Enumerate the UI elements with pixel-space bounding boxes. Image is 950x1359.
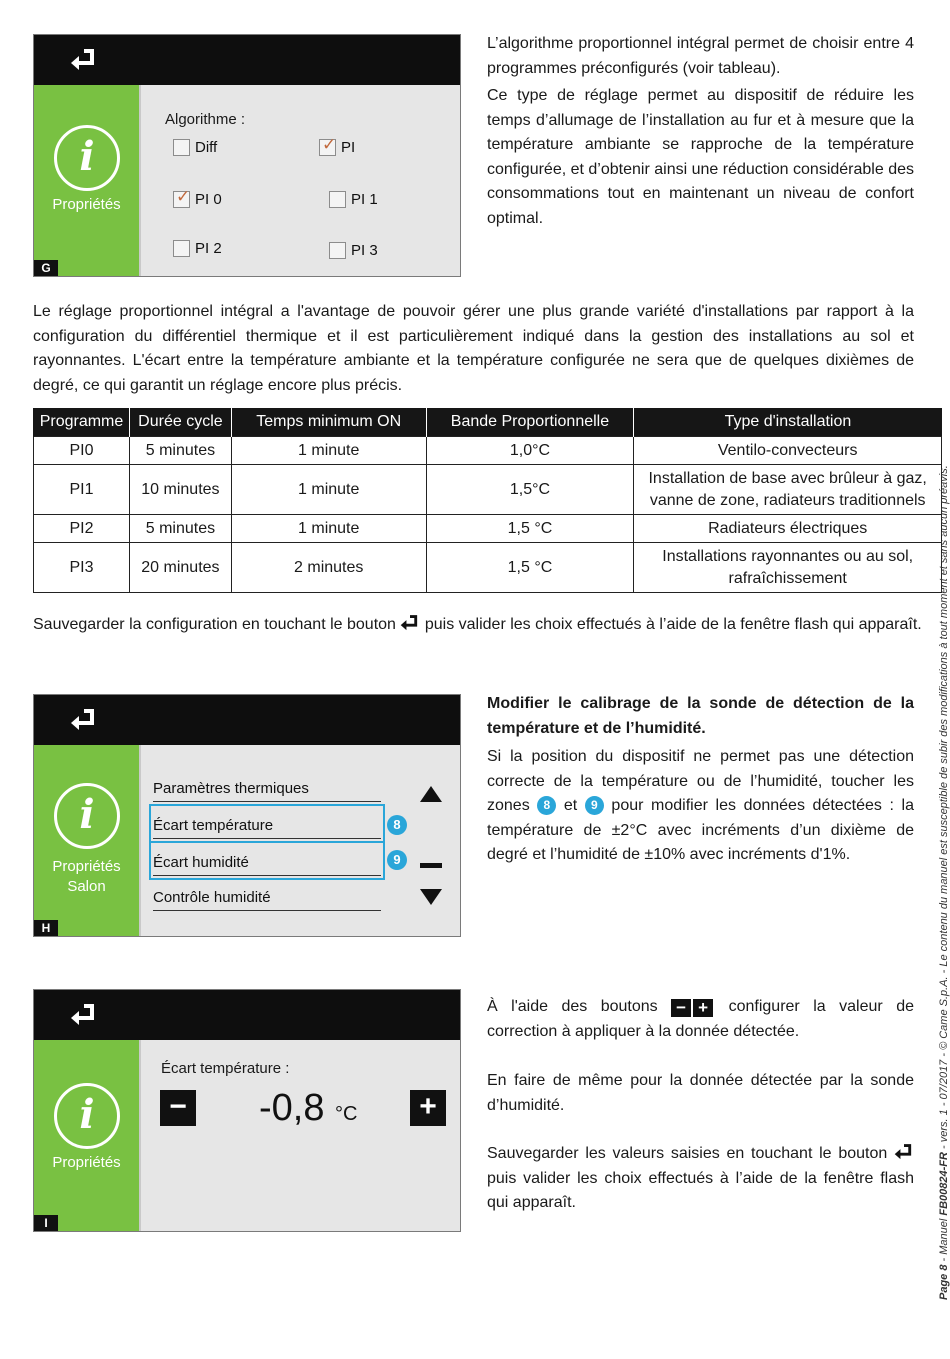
offset-heading: Écart température : [161,1060,290,1077]
buttons-text-2: configurer la valeur de correction à appliquer à la donnée détectée. [487,998,914,1040]
vertical-footer-note [938,465,950,1300]
checkbox-icon [319,135,337,156]
table-cell: 10 minutes [129,465,231,515]
table-row [34,543,942,593]
save-values-text-1: Sauvegarder les valeurs saisies en touchant le bouton [487,1145,888,1162]
checkbox-label: PI [341,139,356,156]
top-bar [34,990,460,1040]
checkbox-label: PI 3 [351,242,378,259]
table-row [34,437,942,465]
checkbox-label: PI 2 [195,240,222,257]
sidebar-label: Propriétés [52,858,121,875]
menu-item-label: Écart humidité [153,854,249,871]
zone-badge-8: 8 [537,796,556,815]
sidebar-label: Propriétés [52,196,121,213]
column-header: Type d'installation [634,408,942,437]
table-cell: PI3 [34,543,130,593]
info-icon: i [54,125,120,191]
sidebar-sublabel: Salon [67,878,106,895]
table-cell: 2 minutes [231,543,426,593]
paragraph-regulation: Ce type de réglage permet au dispositif de réduire les temps d’allumage de l’installation au fur et à mesure que la température ambiante se rapproche de la température configurée, et d’obtenir ainsi une réduction considérable des consommations tout en maintenant un niveau de confort optimal. [487,87,914,227]
save-values-text-2: puis valider les choix effectués à l’aide de la fenêtre flash qui apparaît. [487,1169,914,1211]
table-cell: 1 minute [231,465,426,515]
top-bar [34,695,460,745]
zone-badge-9: 9 [585,796,604,815]
plus-icon: + [419,1090,437,1123]
screen-panel-i [33,989,461,1232]
table-cell: PI2 [34,515,130,543]
section-heading-calibration: Modifier le calibrage de la sonde de détection de la température et de l’humidité. [487,695,914,737]
zone-badge-9: 9 [387,850,407,870]
paragraph-buttons [487,995,914,1044]
column-header: Durée cycle [129,408,231,437]
info-icon: i [54,783,120,849]
buttons-text-1: À l'aide des boutons [487,998,658,1015]
checkbox-icon [329,242,346,259]
scroll-indicator-icon [420,863,442,868]
table-cell: 1 minute [231,437,426,465]
checkmark-icon: ✓ [322,135,337,154]
table-row [34,465,942,515]
sidebar [34,85,139,276]
table-cell: 20 minutes [129,543,231,593]
sidebar-divider [139,85,141,276]
sidebar-divider [139,745,141,936]
table-cell: 1 minute [231,515,426,543]
panel-letter: H [34,920,58,936]
table-cell: Radiateurs électriques [634,515,942,543]
table-cell: PI0 [34,437,130,465]
checkbox-icon [173,240,190,257]
back-arrow-icon[interactable] [70,708,98,732]
back-arrow-icon [400,614,420,632]
checkmark-icon: ✓ [176,187,191,206]
checkbox-label: Diff [195,139,218,156]
table-cell: Ventilo-convecteurs [634,437,942,465]
table-cell: 5 minutes [129,515,231,543]
checkbox-label: PI 1 [351,191,378,208]
table-cell: 1,5 °C [426,515,634,543]
checkbox-pi1[interactable] [329,191,378,208]
plus-button[interactable] [410,1090,446,1126]
scroll-up-icon[interactable] [420,786,442,802]
zone-badge-8: 8 [387,815,407,835]
checkbox-icon [173,139,190,156]
column-header: Bande Proportionnelle [426,408,634,437]
checkbox-pi0[interactable] [173,187,222,208]
sidebar-label: Propriétés [52,1154,121,1171]
algorithm-heading: Algorithme : [165,111,246,128]
menu-item-temp-offset[interactable] [153,808,381,839]
column-header: Programme [34,408,130,437]
table-cell: 1,5 °C [426,543,634,593]
table-cell: Installations rayonnantes ou au sol, rafraîchissement [634,543,942,593]
paragraph-humidity: En faire de même pour la donnée détectée par la sonde d’humidité. [487,1072,914,1114]
calibration-text-2: pour modifier les données détectées : la température de ±2°C avec incréments d’un dixième de degré et l’humidité de ±10% avec incréments d'1%. [487,797,914,863]
paragraph-algorithm: L’algorithme proportionnel intégral permet de choisir entre 4 programmes préconfigurés (voir tableau). [487,35,914,77]
paragraph-save-values [487,1142,914,1216]
plus-icon: + [693,999,713,1017]
copyright-note: - vers. 1 - 07/2017 - © Came S.p.A. - Le contenu du manuel est susceptible de subir des modifications à tout moment et sans aucun préavis. [938,465,950,1149]
table-cell: 5 minutes [129,437,231,465]
table-cell: 1,5°C [426,465,634,515]
table-cell: PI1 [34,465,130,515]
checkbox-pi3[interactable] [329,242,378,259]
menu-item-thermal[interactable] [153,771,381,802]
back-arrow-icon[interactable] [70,48,98,72]
table-row [34,515,942,543]
menu-item-label: Contrôle humidité [153,889,271,906]
calibration-joiner: et [563,797,578,814]
screen-panel-g [33,34,461,277]
checkbox-icon [329,191,346,208]
table-header-row [34,408,942,437]
sidebar [34,1040,139,1231]
checkbox-diff[interactable] [173,139,217,156]
menu-item-label: Écart température [153,817,274,834]
manual-code: FB00824-FR [938,1152,950,1216]
offset-value-number: -0,8 [259,1087,325,1129]
minus-icon: − [169,1090,187,1123]
back-arrow-icon [894,1143,914,1161]
panel-letter: G [34,260,58,276]
checkbox-pi[interactable] [319,135,356,156]
program-table [33,408,942,593]
sidebar [34,745,139,936]
scroll-down-icon[interactable] [420,889,442,905]
save-text-before: Sauvegarder la configuration en touchant le bouton [33,616,396,633]
paragraph-intro: Le réglage proportionnel intégral a l'avantage de pouvoir gérer une plus grande variété d'installations par rapport à la configuration du différentiel thermique et il est particulièrement indiqué dans la gestion des installations au sol et rayonnantes. L'écart entre la température ambiante et la température configurée ne sera que de quelques dixièmes de degré, ce qui garantit un réglage encore plus précis. [33,303,914,394]
menu-item-humidity-control[interactable] [153,880,381,911]
back-arrow-icon[interactable] [70,1003,98,1027]
minus-button[interactable] [160,1090,196,1126]
column-header: Temps minimum ON [231,408,426,437]
paragraph-calibration [487,745,914,868]
minus-icon: − [671,999,691,1017]
offset-value-unit: °C [335,1103,358,1125]
sidebar-divider [139,1040,141,1231]
checkbox-label: PI 0 [195,191,222,208]
top-bar [34,35,460,85]
screen-panel-h [33,694,461,937]
manual-prefix: - Manuel [938,1218,950,1262]
save-text-after: puis valider les choix effectués à l’aide de la fenêtre flash qui apparaît. [424,616,922,633]
save-instruction [33,613,948,638]
checkbox-icon [173,187,191,208]
calibration-text-1: Si la position du dispositif ne permet pas une détection correcte de la température ou de l’humidité, toucher les zones [487,748,914,814]
page-number: Page 8 [938,1264,950,1300]
menu-item-humidity-offset[interactable] [153,845,381,876]
table-cell: Installation de base avec brûleur à gaz, vanne de zone, radiateurs traditionnels [634,465,942,515]
panel-letter: I [34,1215,58,1231]
checkbox-pi2[interactable] [173,240,222,257]
table-cell: 1,0°C [426,437,634,465]
menu-item-label: Paramètres thermiques [153,780,309,797]
offset-value [259,1086,358,1136]
info-icon: i [54,1083,120,1149]
